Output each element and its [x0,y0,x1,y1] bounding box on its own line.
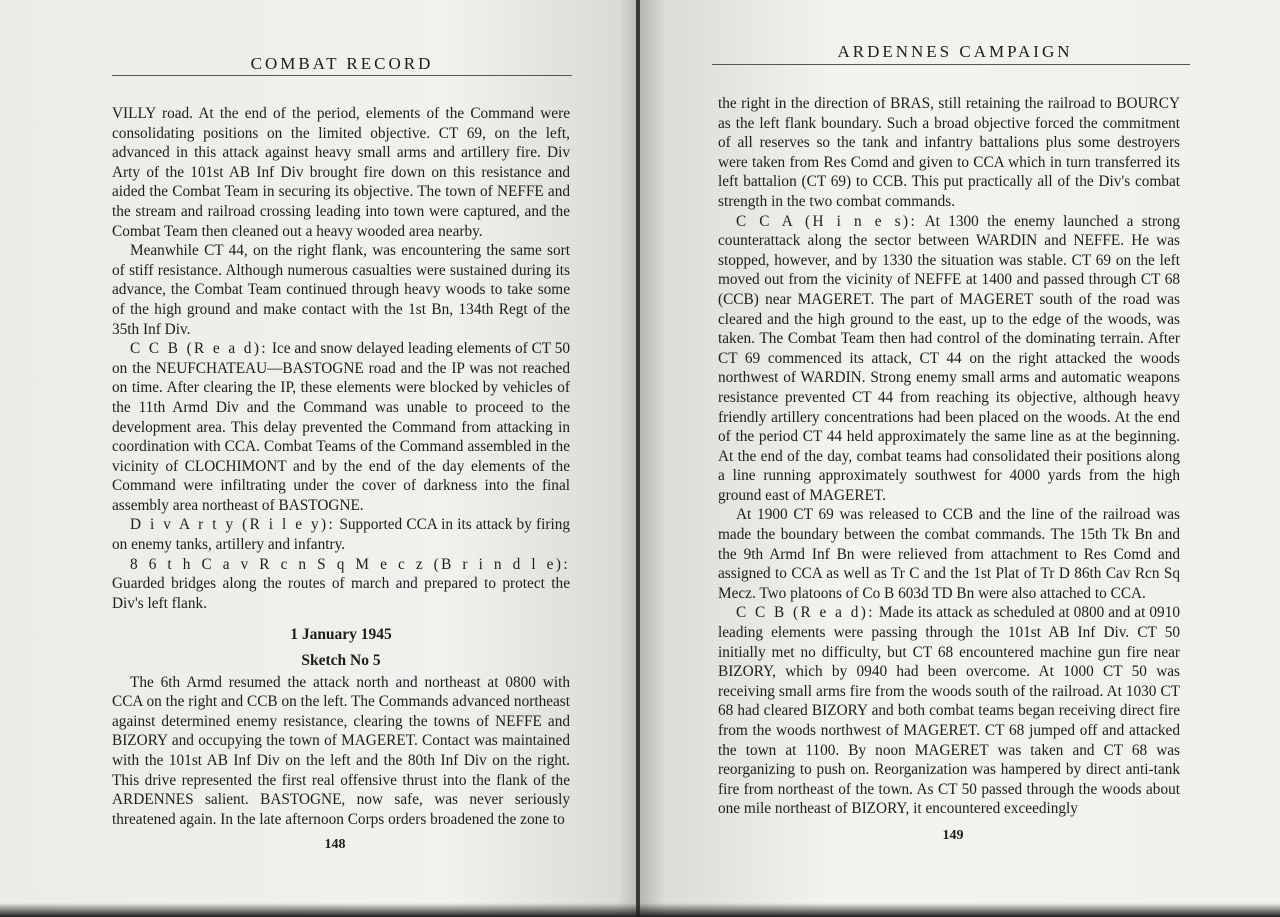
paragraph: VILLY road. At the end of the period, elements of the Command were consolidating positions on the limited objective. CT 69, on the left, advanced in this attack against heavy small arms and artillery fire. Div Arty of the 101st AB Inf Div brought fire down on this resistance and aided the Combat Team in securing its objective. The town of NEFFE and the stream and railroad crossing leading into town were captured, and the Combat Team then cleaned out a heavy wooded area nearby. [112,105,570,240]
section-lead: C C B (R e a d): [736,604,875,622]
section-lead: D i v A r t y (R i l e y): [130,516,336,534]
header-rule-right [712,64,1190,65]
paragraph: 8 6 t h C a v R c n S q M e c z (B r i n d l e): Guarded bridges along the routes of march and prepared to protect the Div's left flank. [112,555,570,612]
paragraph: the right in the direction of BRAS, still retaining the railroad to BOURCY as the left flank boundary. Such a broad objective forced the commitment of all reserves so the tank and infantry battalions plus some destroyers were taken from Res Comd and given to CCA which in turn transferred its left battalion (CT 69) to CCB. This put practically all of the Div's combat strength in the two combat commands. [718,95,1180,210]
page-header-right: ARDENNES CAMPAIGN [837,42,1073,61]
right-page [640,0,1280,917]
section-lead: 8 6 t h C a v R c n S q M e c z (B r i n d l e): [130,555,570,573]
section-lead: C C A (H i n e s): [736,212,918,230]
paragraph: C C B (R e a d): Ice and snow delayed leading elements of CT 50 on the NEUFCHATEAU—BASTOGNE road and the IP was not reached on time. After clearing the IP, these elements were blocked by vehicles of the 11th Armd Div and the Command was unable to proceed to the development area. This delay prevented the Command from attacking in coordination with CCA. Combat Teams of the Command assembled in the vicinity of CLOCHIMONT and by the end of the day elements of the Command were infiltrating under the cover of darkness into the final assembly area northeast of BASTOGNE. [112,340,570,514]
right-text-column [718,94,1180,819]
left-page [0,0,638,917]
page-header-left: COMBAT RECORD [250,54,434,73]
page-number-right: 149 [942,828,964,843]
paragraph: At 1900 CT 69 was released to CCB and the line of the railroad was made the boundary between the combat commands. The 15th Tk Bn and the 9th Armd Inf Bn were relieved from attachment to Res Comd and assigned to CCA as well as Tr C and the 1st Plat of Tr D 86th Cav Rcn Sq Mecz. Two platoons of Co B 603d TD Bn were also attached to CCA. [718,506,1180,602]
paragraph: D i v A r t y (R i l e y): Supported CCA in its attack by firing on enemy tanks, artillery and infantry. [112,516,570,554]
paragraph: C C B (R e a d): Made its attack as scheduled at 0800 and at 0910 leading elements were passing through the 101st AB Inf Div. CT 50 initially met no difficulty, but CT 68 encountered machine gun fire near BIZORY, which by 0940 had been overcome. At 1000 CT 50 was receiving small arms fire from the woods south of the railroad. At 1030 CT 68 had cleared BIZORY and both combat teams began receiving direct fire from the woods northwest of MAGERET. CT 68 jumped off and attacked the town at 1100. By noon MAGERET was taken and CT 68 was reorganizing to push on. Reorganization was hampered by direct anti-tank fire from northeast of the town. As CT 50 passed through the woods about one mile northeast of BIZORY, it encountered exceedingly [718,604,1180,818]
date-heading: 1 January 1945 [290,626,392,644]
paragraph: C C A (H i n e s): At 1300 the enemy launched a strong counterattack along the sector between WARDIN and NEFFE. He was stopped, however, and by 1330 the situation was stable. CT 69 on the left moved out from the vicinity of NEFFE at 1400 and passed through CT 68 (CCB) near MAGERET. The part of MAGERET south of the road was cleared and the high ground to the east, up to the edge of the woods, was taken. The Combat Team then had control of the dominating terrain. After CT 69 commenced its attack, CT 44 on the right attacked the woods northwest of WARDIN. Strong enemy small arms and automatic weapons resistance prevented CT 44 from reaching its objective, although heavy friendly artillery concentrations had been placed on the woods. At the end of the period CT 44 held approximately the same line as at the beginning. At the end of the day, combat teams had consolidated their positions along a line running approximately southwest for 4000 yards from the high ground east of MAGERET. [718,212,1180,504]
paragraph: Meanwhile CT 44, on the right flank, was encountering the same sort of stiff resistance. Although numerous casualties were sustained during its advance, the Combat Team continued through heavy woods to take some of the high ground and make contact with the 1st Bn, 134th Regt of the 35th Inf Div. [112,242,570,338]
section-lead: C C B (R e a d): [130,340,268,358]
sketch-heading: Sketch No 5 [301,652,381,670]
paragraph: The 6th Armd resumed the attack north and northeast at 0800 with CCA on the right and CCB on the left. The Commands advanced northeast against determined enemy resistance, clearing the towns of NEFFE and BIZORY and occupying the town of MAGERET. Contact was maintained with the 101st AB Inf Div on the left and the 80th Inf Div on the right. This drive represented the first real offensive thrust into the flank of the ARDENNES salient. BASTOGNE, now safe, was never seriously threatened again. In the late afternoon Corps orders broadened the zone to [112,673,570,828]
left-text-column [112,104,570,829]
header-rule-left [112,75,572,76]
page-number-left: 148 [324,837,346,852]
book-bottom-edge [0,903,1280,917]
